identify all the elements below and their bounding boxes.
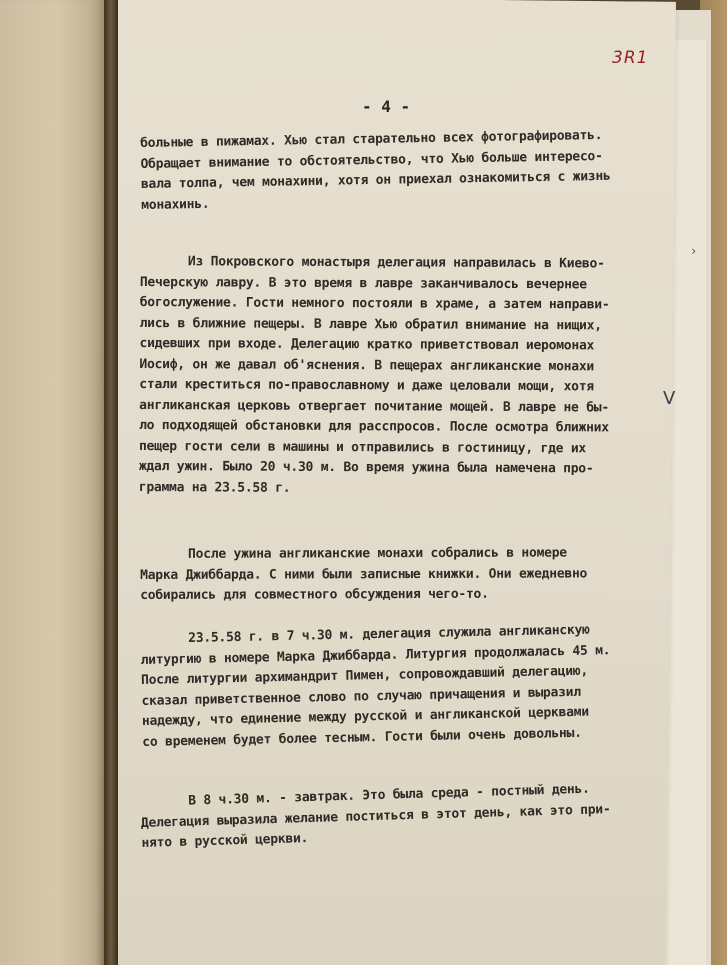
text-line: вала толпа, чем монахини, хотя он приехал ознакомиться с жизнь — [140, 168, 611, 192]
text-line: Делегация выразила желание поститься в этот день, как это при- — [140, 801, 611, 831]
text-line: надежду, что единение между русской и англиканской церквами — [141, 704, 590, 729]
text-line: После ужина англиканские монахи собрались в номере — [188, 545, 567, 562]
margin-check-mark: V — [663, 388, 676, 409]
text-line: пещер гости сели в машины и отправились в гостиницу, где их — [138, 438, 587, 456]
archive-number: 3R1 — [612, 48, 649, 68]
text-line: Иосиф, он же давал об'яснения. В пещерах англиканские монахи — [139, 356, 595, 374]
text-line: Марка Джиббарда. С ними были записные книжки. Они ежедневно — [140, 565, 588, 583]
margin-tick-mark: › — [690, 244, 698, 258]
text-line: 23.5.58 г. в 7 ч.30 м. делегация служила англиканскую — [188, 622, 590, 646]
paragraph-1 — [140, 125, 673, 216]
text-line: богослужение. Гости немного постояли в храме, а затем направи- — [139, 294, 610, 313]
text-line: больные в пижамах. Хью стал старательно всех фотографировать. — [140, 127, 603, 151]
text-line: ло подходящей обстановки для расспросов. После осмотра ближних — [139, 417, 609, 436]
text-line: со временем будет более тесным. Гости были очень довольны. — [142, 725, 582, 750]
text-line: После литургии архимандрит Пимен, сопровождавший делегацию, — [140, 663, 589, 688]
text-line: грамма на 23.5.58 г. — [138, 479, 291, 496]
left-facing-page — [0, 0, 110, 965]
paragraph-4 — [140, 619, 674, 753]
text-line: Печерскую лавру. В это время в лавре заканчивалось вечернее — [139, 274, 587, 292]
text-line: лись в ближние пещеры. В лавре Хью обратил внимание на нищих, — [139, 315, 602, 333]
text-line: В 8 ч.30 м. - завтрак. Это была среда - постный день. — [188, 781, 590, 809]
text-line: Обращает внимание то обстоятельство, что Хью больше интересо- — [140, 148, 603, 172]
text-line: англиканская церковь отвергает почитание мощей. В лавре не бы- — [139, 397, 609, 415]
text-line: сидевших при входе. Делегацию кратко приветствовал иеромонах — [139, 335, 595, 354]
page-number: - 4 - — [362, 97, 411, 116]
paragraph-2 — [139, 252, 672, 501]
text-line: стали креститься по-православному и даже целовали мощи, хотя — [139, 376, 594, 395]
text-line: собирались для совместного обсуждения чего-то. — [140, 586, 489, 603]
book-gutter — [104, 0, 118, 965]
text-line: Из Покровского монастыря делегация направилась в Киево- — [187, 254, 605, 272]
text-line: литургию в номере Марка Джиббарда. Литургия продолжалась 45 м. — [140, 642, 611, 668]
text-line: монахинь. — [141, 196, 210, 213]
text-line: ждал ужин. Было 20 ч.30 м. Во время ужина была намечена про- — [138, 458, 594, 477]
text-line: сказал приветственное слово по случаю причащения и выразил — [141, 684, 582, 709]
text-line: нято в русской церкви. — [141, 831, 309, 851]
paragraph-3 — [140, 543, 672, 606]
